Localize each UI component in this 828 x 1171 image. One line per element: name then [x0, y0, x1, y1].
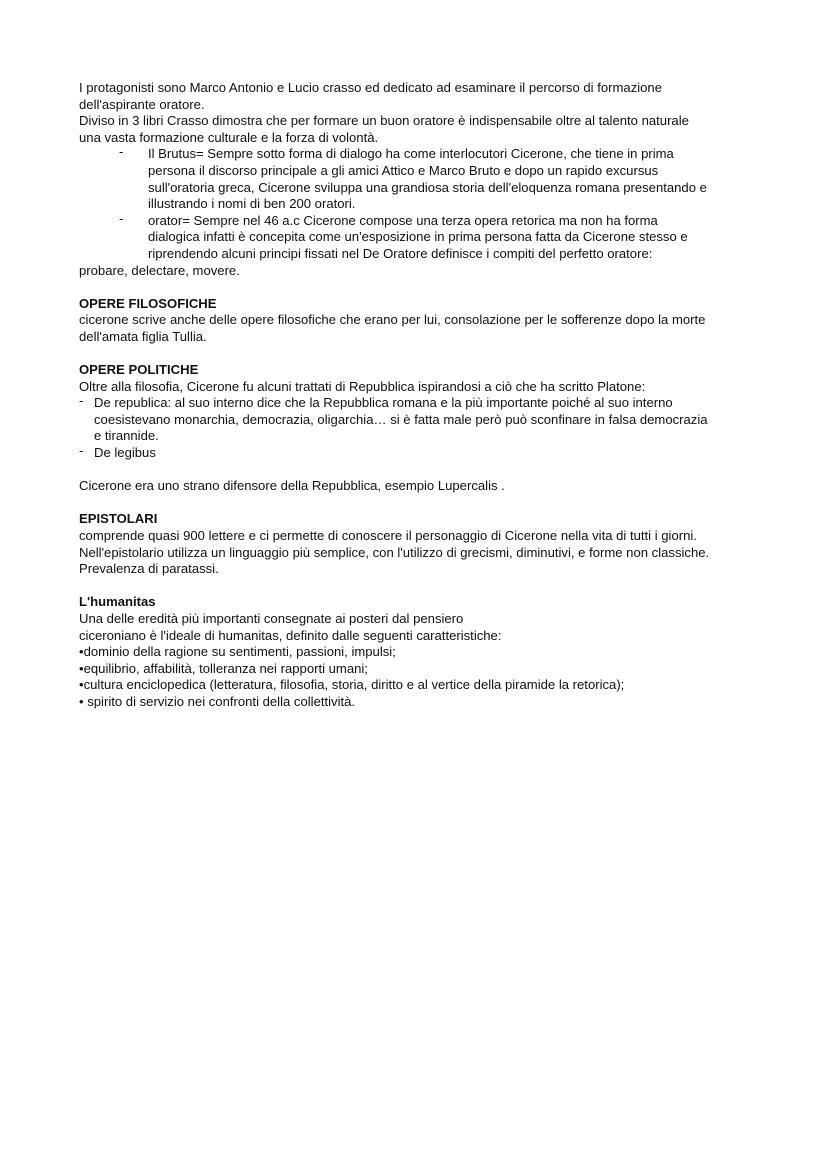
text-line: dialogica infatti è concepita come un'esposizione in prima persona fatta da Cicerone stesso e [148, 229, 688, 245]
intro-paragraph-2 [79, 113, 768, 146]
list-item-text: spirito di servizio nei confronti della collettività. [83, 693, 356, 709]
intro-paragraph-1 [79, 80, 768, 113]
text-line: dell'aspirante oratore. [79, 96, 205, 112]
text-line: comprende quasi 900 lettere e ci permette di conoscere il personaggio di Cicerone nella vita di tutti i giorni. [79, 528, 697, 544]
text-line: cicerone scrive anche delle opere filosofiche che erano per lui, consolazione per le sofferenze dopo la morte [79, 312, 706, 328]
text-line: Prevalenza di paratassi. [79, 561, 219, 577]
list-item-text: cultura enciclopedica (letteratura, filosofia, storia, diritto e al vertice della piramide la retorica); [83, 677, 625, 693]
text-line: Una delle eredità più importanti consegnate ai posteri dal pensiero [79, 611, 464, 626]
text-line: - orator= Sempre nel 46 a.c Cicerone compose una terza opera retorica ma non ha forma [148, 212, 658, 228]
text-line: una vasta formazione culturale e la forza di volontà. [79, 129, 379, 145]
list-item-text: dominio della ragione su sentimenti, passioni, impulsi; [83, 644, 396, 660]
list-item-de-republica [79, 395, 768, 445]
text-line: illustrando i nomi di ben 200 oratori. [148, 196, 356, 212]
list-item [79, 694, 768, 711]
text-line: Diviso in 3 libri Crasso dimostra che per formare un buon oratore è indispensabile oltre al talento naturale [79, 113, 689, 129]
section-title-filosofiche: OPERE FILOSOFICHE [79, 295, 217, 311]
text-line: sull'oratoria greca, Cicerone sviluppa una grandiosa storia dell'eloquenza romana presentando e [148, 179, 707, 195]
list-item-de-legibus [79, 445, 768, 462]
text-line: ciceroniano è l'ideale di humanitas, definito dalle seguenti caratteristiche: [79, 627, 502, 643]
text-line: Nell'epistolario utilizza un linguaggio più semplice, con l'utilizzo di grecismi, diminutivi, e forme non classiche. [79, 544, 710, 560]
epistolari-paragraph [79, 528, 768, 578]
humanitas-traits-list [79, 644, 768, 710]
text-line: dell'amata figlia Tullia. [79, 328, 207, 344]
humanitas-paragraph [79, 611, 768, 644]
text-line: e tirannide. [94, 428, 159, 444]
list-item [79, 661, 768, 678]
text-line: coesistevano monarchia, democrazia, oligarchia… si è fatta male però può sconfinare in falsa democrazia [94, 411, 708, 427]
text-line: riprendendo alcuni principi fissati nel De Oratore definisce i compiti del perfetto oratore: [148, 245, 653, 261]
text-line: - De republica: al suo interno dice che la Repubblica romana e la più importante poiché al suo interno [94, 395, 673, 411]
section-title-epistolari: EPISTOLARI [79, 511, 158, 527]
list-item [79, 644, 768, 661]
rhetoric-works-list [119, 146, 768, 262]
politiche-intro: Oltre alla filosofia, Cicerone fu alcuni trattati di Repubblica ispirandosi a ciò che ha scritto Platone: [79, 378, 646, 394]
text-line: I protagonisti sono Marco Antonio e Lucio crasso ed dedicato ad esaminare il percorso di formazione [79, 80, 662, 95]
list-item-orator [119, 213, 768, 263]
section-title-humanitas: L'humanitas [79, 594, 156, 610]
text-line: persona il discorso principale a gli amici Attico e Marco Bruto e dopo un rapido excursus [148, 162, 659, 178]
text-line: - De legibus [94, 445, 156, 461]
list-item [79, 677, 768, 694]
section-title-politiche: OPERE POLITICHE [79, 362, 199, 378]
politiche-note: Cicerone era uno strano difensore della Repubblica, esempio Lupercalis . [79, 478, 505, 494]
list-item-text: equilibrio, affabilità, tolleranza nei rapporti umani; [83, 660, 368, 676]
filosofiche-paragraph [79, 312, 768, 345]
list-item-brutus [119, 146, 768, 212]
text-line: - Il Brutus= Sempre sotto forma di dialogo ha come interlocutori Cicerone, che tiene in prima [148, 146, 674, 162]
intro-closing: probare, delectare, movere. [79, 262, 240, 278]
political-works-list [79, 395, 768, 461]
